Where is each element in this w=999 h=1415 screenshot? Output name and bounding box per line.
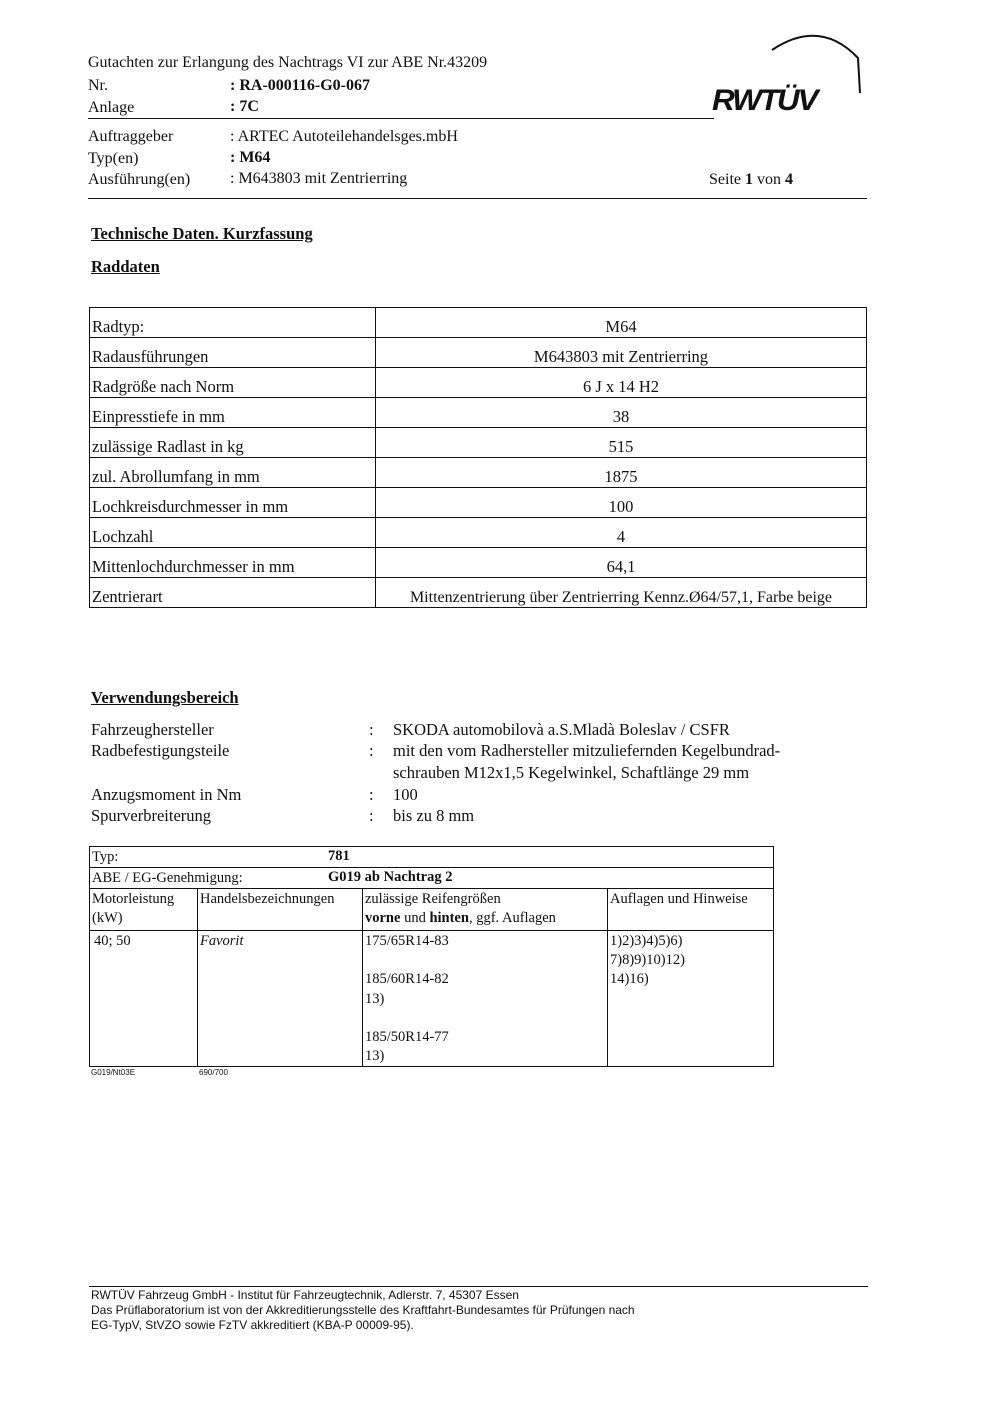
tire-size-3-note: 13)	[365, 1048, 385, 1064]
nr-label: Nr.	[88, 77, 108, 94]
raddaten-label: Mittenlochdurchmesser in mm	[90, 548, 376, 578]
verwendung-title: Verwendungsbereich	[91, 688, 239, 707]
ausfuehrung-value: : M643803 mit Zentrierring	[230, 170, 408, 187]
anlage-value: : 7C	[230, 98, 259, 115]
typ-label: Typ(en)	[88, 150, 139, 167]
footer-line1: RWTÜV Fahrzeug GmbH - Institut für Fahrzeugtechnik, Adlerstr. 7, 45307 Essen	[91, 1288, 519, 1302]
nr-value: : RA-000116-G0-067	[230, 77, 370, 94]
table-row	[90, 338, 867, 368]
page-prefix: Seite	[709, 171, 741, 188]
header-divider-upper	[88, 118, 714, 119]
typ-value: : M64	[230, 149, 271, 166]
col-tire-header-rear: hinten	[429, 910, 469, 926]
col-motor-header-line2: (kW)	[92, 910, 123, 926]
raddaten-label: Radausführungen	[90, 338, 376, 368]
raddaten-label: Radgröße nach Norm	[90, 368, 376, 398]
abe-label: ABE / EG-Genehmigung:	[92, 870, 243, 886]
raddaten-value: 100	[376, 488, 867, 518]
colon-separator: :	[369, 741, 374, 760]
raddaten-value: M643803 mit Zentrierring	[376, 338, 867, 368]
raddaten-label: zul. Abrollumfang in mm	[90, 458, 376, 488]
raddaten-label: Lochzahl	[90, 518, 376, 548]
auflagen-line1: 1)2)3)4)5)6)	[610, 933, 683, 949]
tire-size-3: 185/50R14-77	[365, 1029, 449, 1045]
typ-value: 781	[328, 848, 350, 864]
raddaten-value: 4	[376, 518, 867, 548]
raddaten-table	[89, 307, 867, 608]
raddaten-value: Mittenzentrierung über Zentrierring Kennz.Ø64/57,1, Farbe beige	[376, 578, 867, 608]
raddaten-value: 64,1	[376, 548, 867, 578]
footer-line2: Das Prüflaboratorium ist von der Akkreditierungsstelle des Kraftfahrt-Bundesamtes für Prüfungen nach	[91, 1303, 635, 1317]
table-header-row	[90, 889, 773, 931]
befestigung-label: Radbefestigungsteile	[91, 741, 230, 760]
table-row	[90, 308, 867, 338]
table-row	[90, 398, 867, 428]
raddaten-label: Radtyp:	[90, 308, 376, 338]
table-row	[90, 428, 867, 458]
raddaten-label: zulässige Radlast in kg	[90, 428, 376, 458]
colon-separator: :	[369, 720, 374, 739]
header-divider-lower	[88, 198, 867, 199]
col-tire-header-front: vorne	[365, 910, 401, 926]
page-current: 1	[745, 171, 753, 188]
col-tire-header-and: und	[400, 910, 430, 926]
page-indicator	[709, 171, 793, 189]
auftraggeber-value: : ARTEC Autoteilehandelsges.mbH	[230, 128, 458, 145]
auflagen-line3: 14)16)	[610, 971, 649, 987]
column-divider	[197, 889, 198, 1066]
hersteller-value: SKODA automobilovà a.S.Mladà Boleslav / CSFR	[393, 720, 730, 739]
col-name-header: Handelsbezeichnungen	[200, 891, 335, 907]
raddaten-label: Zentrierart	[90, 578, 376, 608]
raddaten-label: Einpresstiefe in mm	[90, 398, 376, 428]
anzug-value: 100	[393, 785, 418, 804]
rwtuev-logo: RWTÜV	[712, 84, 817, 117]
spur-label: Spurverbreiterung	[91, 806, 212, 825]
footer-line3: EG-TypV, StVZO sowie FzTV akkreditiert (KBA-P 00009-95).	[91, 1318, 414, 1332]
tire-size-2-note: 13)	[365, 991, 385, 1007]
col-tire-header	[365, 890, 556, 928]
section-subtitle: Raddaten	[91, 257, 160, 276]
table-row	[90, 368, 867, 398]
spur-value: bis zu 8 mm	[393, 806, 475, 825]
col-tire-header-line1: zulässige Reifengrößen	[365, 891, 501, 907]
tire-size-2: 185/60R14-82	[365, 971, 449, 987]
table-row	[90, 458, 867, 488]
befestigung-value-line2: schrauben M12x1,5 Kegelwinkel, Schaftlänge 29 mm	[393, 763, 750, 782]
col-auflagen-header: Auflagen und Hinweise	[610, 891, 748, 907]
vehicle-table	[89, 846, 774, 1067]
footer-divider	[89, 1286, 868, 1287]
raddaten-value: 6 J x 14 H2	[376, 368, 867, 398]
table-row	[90, 548, 867, 578]
tire-size-1: 175/65R14-83	[365, 933, 449, 949]
typ-label: Typ:	[92, 849, 119, 865]
table-row	[90, 847, 773, 868]
table-code-left: G019/Nt03E	[91, 1068, 136, 1077]
table-row	[90, 868, 773, 889]
page-mid: von	[757, 171, 781, 188]
column-divider	[607, 889, 608, 1066]
auftraggeber-label: Auftraggeber	[88, 128, 174, 145]
motor-value: 40; 50	[94, 933, 131, 949]
raddaten-value: 38	[376, 398, 867, 428]
col-tire-header-line2	[365, 909, 556, 928]
hersteller-label: Fahrzeughersteller	[91, 720, 214, 739]
col-tire-header-suffix: , ggf. Auflagen	[468, 910, 556, 926]
raddaten-value: M64	[376, 308, 867, 338]
anzug-label: Anzugsmoment in Nm	[91, 785, 242, 804]
colon-separator: :	[369, 806, 374, 825]
table-row	[90, 488, 867, 518]
befestigung-value-line1: mit den vom Radhersteller mitzuliefernden Kegelbundrad-	[393, 741, 781, 760]
col-motor-header	[92, 890, 174, 928]
raddaten-value: 1875	[376, 458, 867, 488]
section-title: Technische Daten. Kurzfassung	[91, 224, 313, 243]
name-value: Favorit	[200, 933, 244, 949]
ausfuehrung-label: Ausführung(en)	[88, 171, 191, 188]
table-row	[90, 578, 867, 608]
anlage-label: Anlage	[88, 99, 135, 116]
colon-separator: :	[369, 785, 374, 804]
abe-value: G019 ab Nachtrag 2	[328, 869, 453, 885]
column-divider	[362, 889, 363, 1066]
raddaten-label: Lochkreisdurchmesser in mm	[90, 488, 376, 518]
raddaten-value: 515	[376, 428, 867, 458]
table-code-right: 690/700	[199, 1068, 228, 1077]
document-title: Gutachten zur Erlangung des Nachtrags VI zur ABE Nr.43209	[88, 54, 488, 71]
table-row	[90, 518, 867, 548]
page-total: 4	[785, 171, 793, 188]
col-motor-header-line1: Motorleistung	[92, 891, 175, 907]
auflagen-line2: 7)8)9)10)12)	[610, 952, 685, 968]
